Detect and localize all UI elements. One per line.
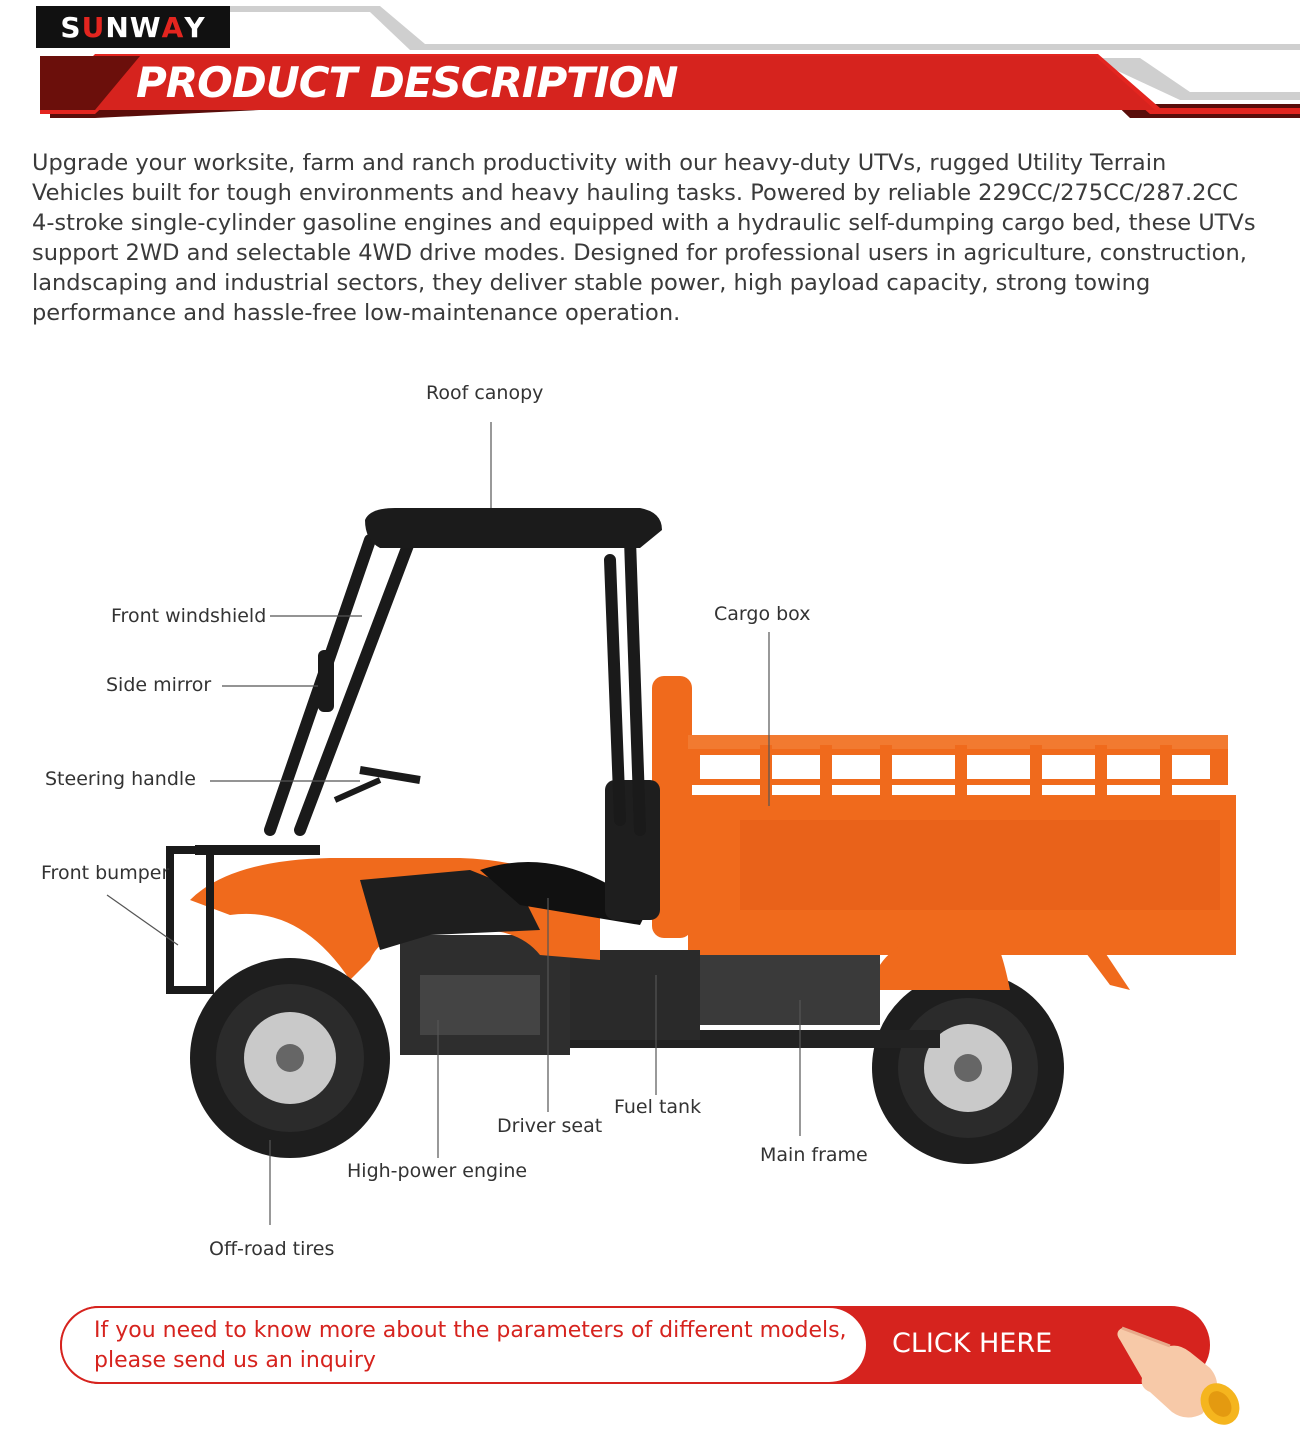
callout-steering-handle: Steering handle — [45, 768, 196, 790]
callout-cargo-box: Cargo box — [714, 603, 811, 625]
click-here-button[interactable]: CLICK HERE — [892, 1328, 1053, 1359]
callout-roof-canopy: Roof canopy — [426, 382, 544, 404]
sunway-logo: S U NW A Y — [36, 6, 230, 48]
utv-diagram — [0, 370, 1300, 1290]
callout-high-power-engine: High-power engine — [347, 1160, 528, 1182]
rear-wheel-icon — [872, 972, 1064, 1164]
cargo-box-icon — [652, 676, 1236, 990]
callout-side-mirror: Side mirror — [106, 674, 212, 696]
header-banner — [0, 0, 1300, 125]
utv-illustration — [0, 370, 1300, 1290]
callout-off-road-tires: Off-road tires — [209, 1238, 335, 1260]
callout-front-bumper: Front bumper — [41, 862, 170, 884]
inquiry-bar — [0, 1300, 1300, 1437]
inquiry-message: If you need to know more about the parameters of different models, please send us an inquiry — [94, 1318, 847, 1373]
page-title: PRODUCT DESCRIPTION — [136, 58, 678, 107]
pointing-hand-icon — [1110, 1308, 1240, 1428]
callout-driver-seat: Driver seat — [497, 1115, 603, 1137]
product-description: Upgrade your worksite, farm and ranch productivity with our heavy-duty UTVs, rugged Utility Terrain Vehicles built for tough environments and heavy hauling tasks. Powered by reliable 229CC/275CC/287.2CC 4-stroke single-cylinder gasoline engines and equipped with a hydraulic self-dumping cargo bed, these UTVs support 2WD and selectable 4WD drive modes. Designed for professional users in agriculture, construction, landscaping and industrial sectors, they deliver stable power, high payload capacity, strong towing performance and hassle-free low-maintenance operation. — [32, 150, 1256, 326]
callout-fuel-tank: Fuel tank — [614, 1096, 702, 1118]
front-wheel-icon — [190, 958, 390, 1158]
callout-main-frame: Main frame — [760, 1144, 868, 1166]
callout-front-windshield: Front windshield — [111, 605, 267, 627]
